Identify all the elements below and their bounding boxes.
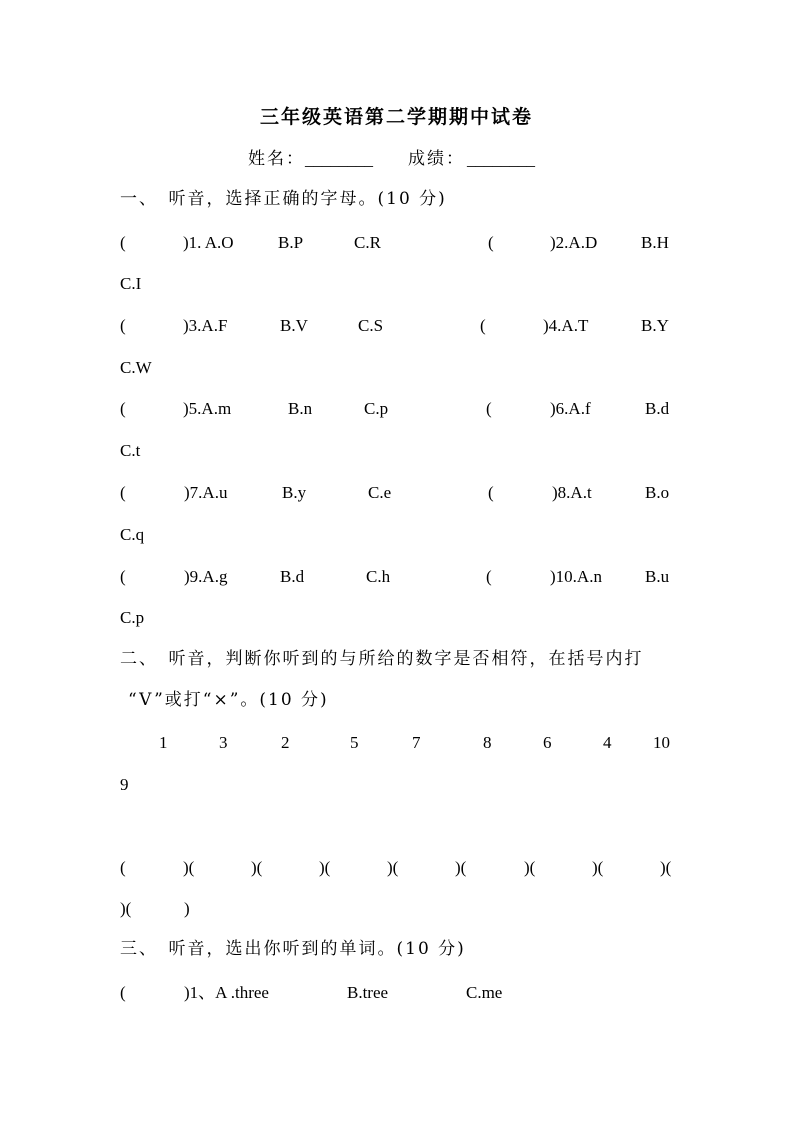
number-item: 8 xyxy=(483,733,492,752)
section2-heading-line2: “V”或打“×”。(10 分) xyxy=(128,690,329,710)
exam-title: 三年级英语第二学期期中试卷 xyxy=(260,106,534,128)
number-item: 1 xyxy=(159,733,168,752)
q8-option-b[interactable]: B.o xyxy=(645,483,670,502)
answer-bracket[interactable]: ) xyxy=(184,899,190,918)
answer-bracket[interactable]: )( xyxy=(660,858,672,877)
answer-bracket[interactable]: )( xyxy=(524,858,536,877)
answer-bracket[interactable]: )( xyxy=(120,899,132,918)
q6-option-c[interactable]: C.t xyxy=(120,441,141,460)
answer-bracket[interactable]: )( xyxy=(455,858,467,877)
q4-paren[interactable]: ( xyxy=(480,316,486,335)
q4-option-a[interactable]: )4.A.T xyxy=(543,316,589,335)
answer-bracket[interactable]: )( xyxy=(183,858,195,877)
q3-option-b[interactable]: B.V xyxy=(280,316,308,335)
s3-q1-option-b[interactable]: B.tree xyxy=(347,983,389,1002)
q7-option-c[interactable]: C.e xyxy=(368,483,392,502)
q6-option-b[interactable]: B.d xyxy=(645,399,670,418)
q5-option-c[interactable]: C.p xyxy=(364,399,389,418)
answer-bracket[interactable]: ( xyxy=(120,858,126,877)
q8-option-a[interactable]: )8.A.t xyxy=(552,483,592,502)
q9-paren[interactable]: ( xyxy=(120,567,126,586)
number-item: 6 xyxy=(543,733,552,752)
q4-option-b[interactable]: B.Y xyxy=(641,316,669,335)
answer-bracket[interactable]: )( xyxy=(251,858,263,877)
number-item: 5 xyxy=(350,733,359,752)
name-label: 姓名： xyxy=(248,149,305,169)
answer-bracket[interactable]: )( xyxy=(592,858,604,877)
q10-option-a[interactable]: )10.A.n xyxy=(550,567,602,586)
number-item: 7 xyxy=(412,733,421,752)
q9-option-a[interactable]: )9.A.g xyxy=(184,567,228,586)
section1-heading: 一、 听音，选择正确的字母。(10 分) xyxy=(120,189,447,209)
s3-q1-paren[interactable]: ( xyxy=(120,983,126,1002)
number-item: 4 xyxy=(603,733,612,752)
section2-heading-line1: 二、 听音，判断你听到的与所给的数字是否相符，在括号内打 xyxy=(120,649,644,669)
number-item: 2 xyxy=(281,733,290,752)
q7-option-a[interactable]: )7.A.u xyxy=(184,483,228,502)
q7-paren[interactable]: ( xyxy=(120,483,126,502)
q4-option-c[interactable]: C.W xyxy=(120,358,152,377)
s3-q1-option-c[interactable]: C.me xyxy=(466,983,503,1002)
q5-option-b[interactable]: B.n xyxy=(288,399,313,418)
name-blank[interactable]: ________ xyxy=(305,150,373,169)
q2-option-b[interactable]: B.H xyxy=(641,233,669,252)
q6-option-a[interactable]: )6.A.f xyxy=(550,399,591,418)
q2-option-c[interactable]: C.I xyxy=(120,274,142,293)
q1-option-b[interactable]: B.P xyxy=(278,233,304,252)
section3-heading: 三、 听音，选出你听到的单词。(10 分) xyxy=(120,939,466,959)
q10-paren[interactable]: ( xyxy=(486,567,492,586)
q2-paren[interactable]: ( xyxy=(488,233,494,252)
q3-paren[interactable]: ( xyxy=(120,316,126,335)
number-item: 9 xyxy=(120,775,129,794)
q8-option-c[interactable]: C.q xyxy=(120,525,145,544)
q5-paren[interactable]: ( xyxy=(120,399,126,418)
q9-option-c[interactable]: C.h xyxy=(366,567,391,586)
score-label: 成绩： xyxy=(408,149,465,169)
q3-option-c[interactable]: C.S xyxy=(358,316,384,335)
q1-option-a[interactable]: )1. A.O xyxy=(183,233,234,252)
s3-q1-option-a[interactable]: )1、A .three xyxy=(184,983,269,1002)
answer-bracket[interactable]: )( xyxy=(319,858,331,877)
q6-paren[interactable]: ( xyxy=(486,399,492,418)
number-item: 3 xyxy=(219,733,228,752)
q2-option-a[interactable]: )2.A.D xyxy=(550,233,598,252)
answer-bracket[interactable]: )( xyxy=(387,858,399,877)
q8-paren[interactable]: ( xyxy=(488,483,494,502)
q5-option-a[interactable]: )5.A.m xyxy=(183,399,232,418)
q1-paren[interactable]: ( xyxy=(120,233,126,252)
q3-option-a[interactable]: )3.A.F xyxy=(183,316,228,335)
q7-option-b[interactable]: B.y xyxy=(282,483,307,502)
q10-option-c[interactable]: C.p xyxy=(120,608,145,627)
number-item: 10 xyxy=(653,733,670,752)
score-blank[interactable]: ________ xyxy=(467,150,535,169)
q1-option-c[interactable]: C.R xyxy=(354,233,381,252)
q10-option-b[interactable]: B.u xyxy=(645,567,670,586)
q9-option-b[interactable]: B.d xyxy=(280,567,305,586)
